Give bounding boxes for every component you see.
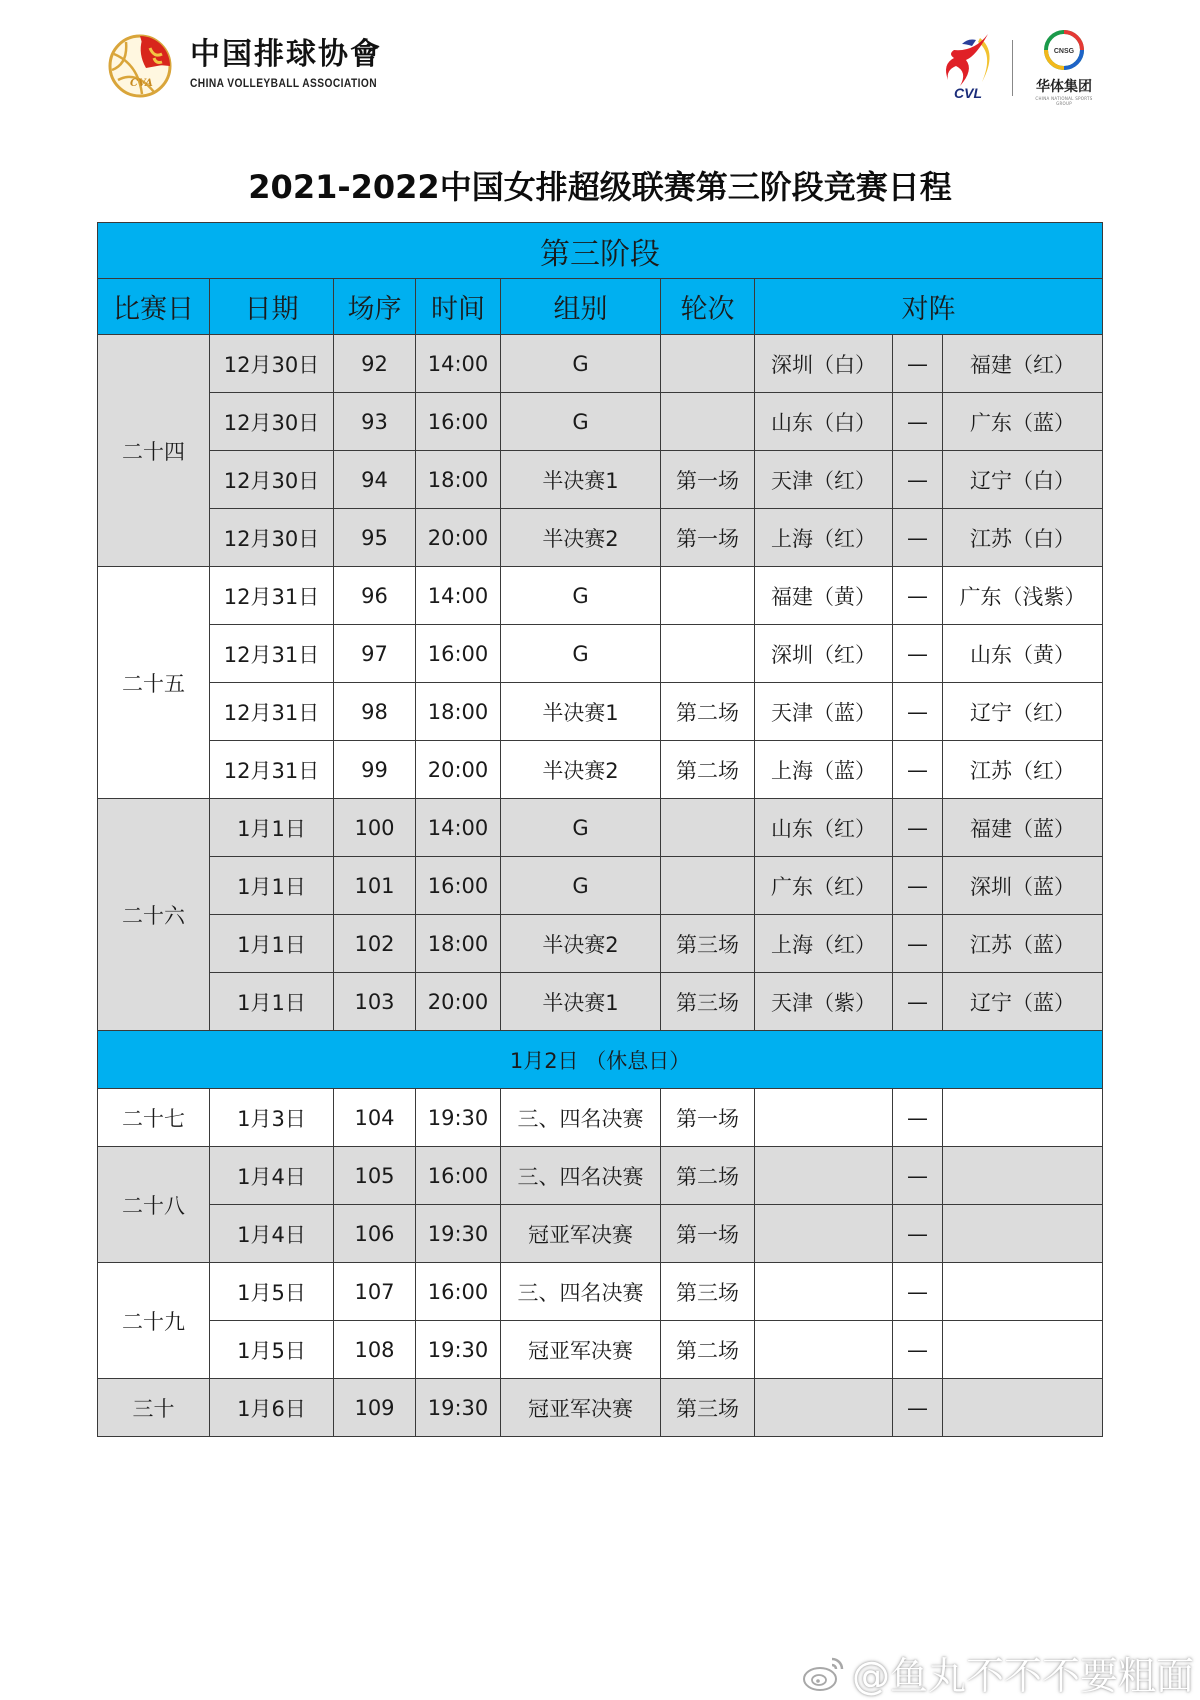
weibo-icon [802,1653,848,1693]
time-cell: 16:00 [416,1263,501,1321]
round-cell: 第一场 [661,509,755,567]
match-no-cell: 107 [334,1263,416,1321]
svg-text:CVL: CVL [954,85,982,101]
matchday-cell: 二十五 [98,567,210,799]
match-no-cell: 95 [334,509,416,567]
home-team-cell: 上海（红） [755,509,893,567]
group-cell: 冠亚军决赛 [501,1379,661,1437]
date-cell: 1月5日 [210,1263,334,1321]
group-cell: 冠亚军决赛 [501,1321,661,1379]
round-cell: 第三场 [661,973,755,1031]
away-team-cell [943,1089,1103,1147]
away-team-cell: 辽宁（红） [943,683,1103,741]
schedule-body-stage [98,335,1103,1031]
group-cell: G [501,625,661,683]
match-row [98,1205,1103,1263]
group-cell: 半决赛1 [501,683,661,741]
versus-dash: — [893,799,943,857]
round-cell: 第二场 [661,1321,755,1379]
home-team-cell: 天津（蓝） [755,683,893,741]
home-team-cell: 上海（红） [755,915,893,973]
date-cell: 1月4日 [210,1205,334,1263]
page-title: 2021-2022中国女排超级联赛第三阶段竞赛日程 [248,168,952,206]
match-row [98,741,1103,799]
round-cell: 第三场 [661,915,755,973]
away-team-cell: 江苏（白） [943,509,1103,567]
round-cell [661,393,755,451]
versus-dash: — [893,1089,943,1147]
time-cell: 19:30 [416,1089,501,1147]
matchday-cell: 二十八 [98,1147,210,1263]
versus-dash: — [893,683,943,741]
group-cell: 冠亚军决赛 [501,1205,661,1263]
versus-dash: — [893,451,943,509]
round-cell: 第一场 [661,1089,755,1147]
col-header-matchday: 比赛日 [98,279,210,335]
versus-dash: — [893,1379,943,1437]
time-cell: 16:00 [416,393,501,451]
round-cell: 第一场 [661,451,755,509]
cvl-logo [940,30,1000,102]
match-row [98,683,1103,741]
matchday-cell: 二十七 [98,1089,210,1147]
group-cell: 半决赛1 [501,973,661,1031]
round-cell [661,335,755,393]
date-cell: 1月5日 [210,1321,334,1379]
cva-logo-text [190,38,410,90]
logo-divider [1012,40,1013,96]
stage-title: 第三阶段 [98,223,1103,279]
cva-logo-emblem [108,34,172,98]
versus-dash: — [893,1147,943,1205]
versus-dash: — [893,741,943,799]
time-cell: 16:00 [416,857,501,915]
cva-name-en: CHINA VOLLEYBALL ASSOCIATION [190,76,378,90]
away-team-cell: 福建（红） [943,335,1103,393]
away-team-cell [943,1147,1103,1205]
rest-day-row [98,1031,1103,1089]
group-cell: G [501,567,661,625]
home-team-cell [755,1263,893,1321]
time-cell: 14:00 [416,335,501,393]
group-cell: 三、四名决赛 [501,1263,661,1321]
date-cell: 1月1日 [210,915,334,973]
match-no-cell: 96 [334,567,416,625]
cvl-player-icon [940,30,1000,102]
col-header-matchup: 对阵 [755,279,1103,335]
match-row [98,1089,1103,1147]
time-cell: 20:00 [416,509,501,567]
away-team-cell: 广东（浅紫） [943,567,1103,625]
match-row [98,1263,1103,1321]
date-cell: 12月31日 [210,683,334,741]
time-cell: 16:00 [416,1147,501,1205]
home-team-cell: 上海（蓝） [755,741,893,799]
match-row [98,1147,1103,1205]
match-no-cell: 93 [334,393,416,451]
match-no-cell: 105 [334,1147,416,1205]
time-cell: 20:00 [416,973,501,1031]
match-no-cell: 94 [334,451,416,509]
match-no-cell: 109 [334,1379,416,1437]
group-cell: 三、四名决赛 [501,1089,661,1147]
col-header-match-no: 场序 [334,279,416,335]
away-team-cell [943,1321,1103,1379]
home-team-cell [755,1205,893,1263]
match-row [98,393,1103,451]
match-row [98,509,1103,567]
date-cell: 12月31日 [210,567,334,625]
time-cell: 18:00 [416,451,501,509]
date-cell: 1月4日 [210,1147,334,1205]
away-team-cell: 福建（蓝） [943,799,1103,857]
group-cell: 半决赛2 [501,741,661,799]
away-team-cell: 深圳（蓝） [943,857,1103,915]
round-cell: 第二场 [661,741,755,799]
home-team-cell: 深圳（白） [755,335,893,393]
date-cell: 1月6日 [210,1379,334,1437]
match-no-cell: 101 [334,857,416,915]
time-cell: 16:00 [416,625,501,683]
rest-day-section [98,1031,1103,1089]
round-cell: 第三场 [661,1263,755,1321]
group-cell: 半决赛2 [501,509,661,567]
home-team-cell: 天津（紫） [755,973,893,1031]
match-row [98,451,1103,509]
time-cell: 19:30 [416,1205,501,1263]
round-cell: 第一场 [661,1205,755,1263]
group-cell: 三、四名决赛 [501,1147,661,1205]
match-no-cell: 108 [334,1321,416,1379]
group-cell: G [501,799,661,857]
away-team-cell: 江苏（蓝） [943,915,1103,973]
time-cell: 18:00 [416,683,501,741]
time-cell: 14:00 [416,567,501,625]
home-team-cell [755,1147,893,1205]
svg-text:CVA: CVA [130,78,153,89]
col-header-time: 时间 [416,279,501,335]
cnsg-emblem-icon [1044,30,1084,70]
match-no-cell: 103 [334,973,416,1031]
away-team-cell: 辽宁（蓝） [943,973,1103,1031]
group-cell: 半决赛2 [501,915,661,973]
round-cell [661,567,755,625]
versus-dash: — [893,1205,943,1263]
cnsg-logo [1028,30,1100,106]
versus-dash: — [893,1263,943,1321]
group-cell: 半决赛1 [501,451,661,509]
away-team-cell [943,1263,1103,1321]
home-team-cell: 广东（红） [755,857,893,915]
svg-text:CNSG: CNSG [1053,48,1075,55]
match-row [98,625,1103,683]
home-team-cell: 深圳（红） [755,625,893,683]
versus-dash: — [893,625,943,683]
versus-dash: — [893,393,943,451]
matchday-cell: 三十 [98,1379,210,1437]
away-team-cell: 江苏（红） [943,741,1103,799]
match-no-cell: 100 [334,799,416,857]
home-team-cell [755,1321,893,1379]
match-no-cell: 99 [334,741,416,799]
versus-dash: — [893,509,943,567]
away-team-cell [943,1379,1103,1437]
home-team-cell: 山东（白） [755,393,893,451]
time-cell: 18:00 [416,915,501,973]
round-cell [661,799,755,857]
match-row [98,335,1103,393]
date-cell: 12月31日 [210,625,334,683]
match-row [98,973,1103,1031]
match-row [98,567,1103,625]
schedule-body-finals [98,1089,1103,1437]
col-header-group: 组别 [501,279,661,335]
home-team-cell: 天津（红） [755,451,893,509]
matchday-cell: 二十四 [98,335,210,567]
date-cell: 12月30日 [210,509,334,567]
match-row [98,799,1103,857]
col-header-round: 轮次 [661,279,755,335]
match-no-cell: 104 [334,1089,416,1147]
group-cell: G [501,393,661,451]
date-cell: 1月1日 [210,857,334,915]
home-team-cell [755,1089,893,1147]
schedule-table [97,222,1103,1437]
date-cell: 12月31日 [210,741,334,799]
round-cell [661,625,755,683]
versus-dash: — [893,1321,943,1379]
col-header-date: 日期 [210,279,334,335]
match-row [98,915,1103,973]
date-cell: 1月1日 [210,973,334,1031]
away-team-cell: 辽宁（白） [943,451,1103,509]
time-cell: 14:00 [416,799,501,857]
group-cell: G [501,335,661,393]
date-cell: 12月30日 [210,451,334,509]
versus-dash: — [893,973,943,1031]
round-cell [661,857,755,915]
date-cell: 1月3日 [210,1089,334,1147]
date-cell: 12月30日 [210,335,334,393]
round-cell: 第二场 [661,683,755,741]
matchday-cell: 二十九 [98,1263,210,1379]
time-cell: 19:30 [416,1379,501,1437]
cnsg-name-cn: 华体集团 [1036,79,1092,95]
rest-day-label: 1月2日 （休息日） [98,1031,1103,1089]
home-team-cell [755,1379,893,1437]
versus-dash: — [893,567,943,625]
group-cell: G [501,857,661,915]
cnsg-name-en: CHINA NATIONAL SPORTS GROUP [1035,96,1093,106]
home-team-cell: 山东（红） [755,799,893,857]
watermark-text: @鱼丸不不不要粗面 [851,1654,1194,1698]
match-row [98,1321,1103,1379]
time-cell: 19:30 [416,1321,501,1379]
versus-dash: — [893,857,943,915]
match-no-cell: 102 [334,915,416,973]
date-cell: 1月1日 [210,799,334,857]
round-cell: 第三场 [661,1379,755,1437]
match-no-cell: 92 [334,335,416,393]
match-no-cell: 106 [334,1205,416,1263]
date-cell: 12月30日 [210,393,334,451]
cva-name-cn: 中国排球协會 [190,37,382,72]
away-team-cell [943,1205,1103,1263]
match-row [98,857,1103,915]
versus-dash: — [893,915,943,973]
match-no-cell: 97 [334,625,416,683]
matchday-cell: 二十六 [98,799,210,1031]
home-team-cell: 福建（黄） [755,567,893,625]
versus-dash: — [893,335,943,393]
match-no-cell: 98 [334,683,416,741]
time-cell: 20:00 [416,741,501,799]
away-team-cell: 山东（黄） [943,625,1103,683]
away-team-cell: 广东（蓝） [943,393,1103,451]
match-row [98,1379,1103,1437]
watermark [802,1645,1194,1700]
round-cell: 第二场 [661,1147,755,1205]
volleyball-icon [108,34,172,98]
